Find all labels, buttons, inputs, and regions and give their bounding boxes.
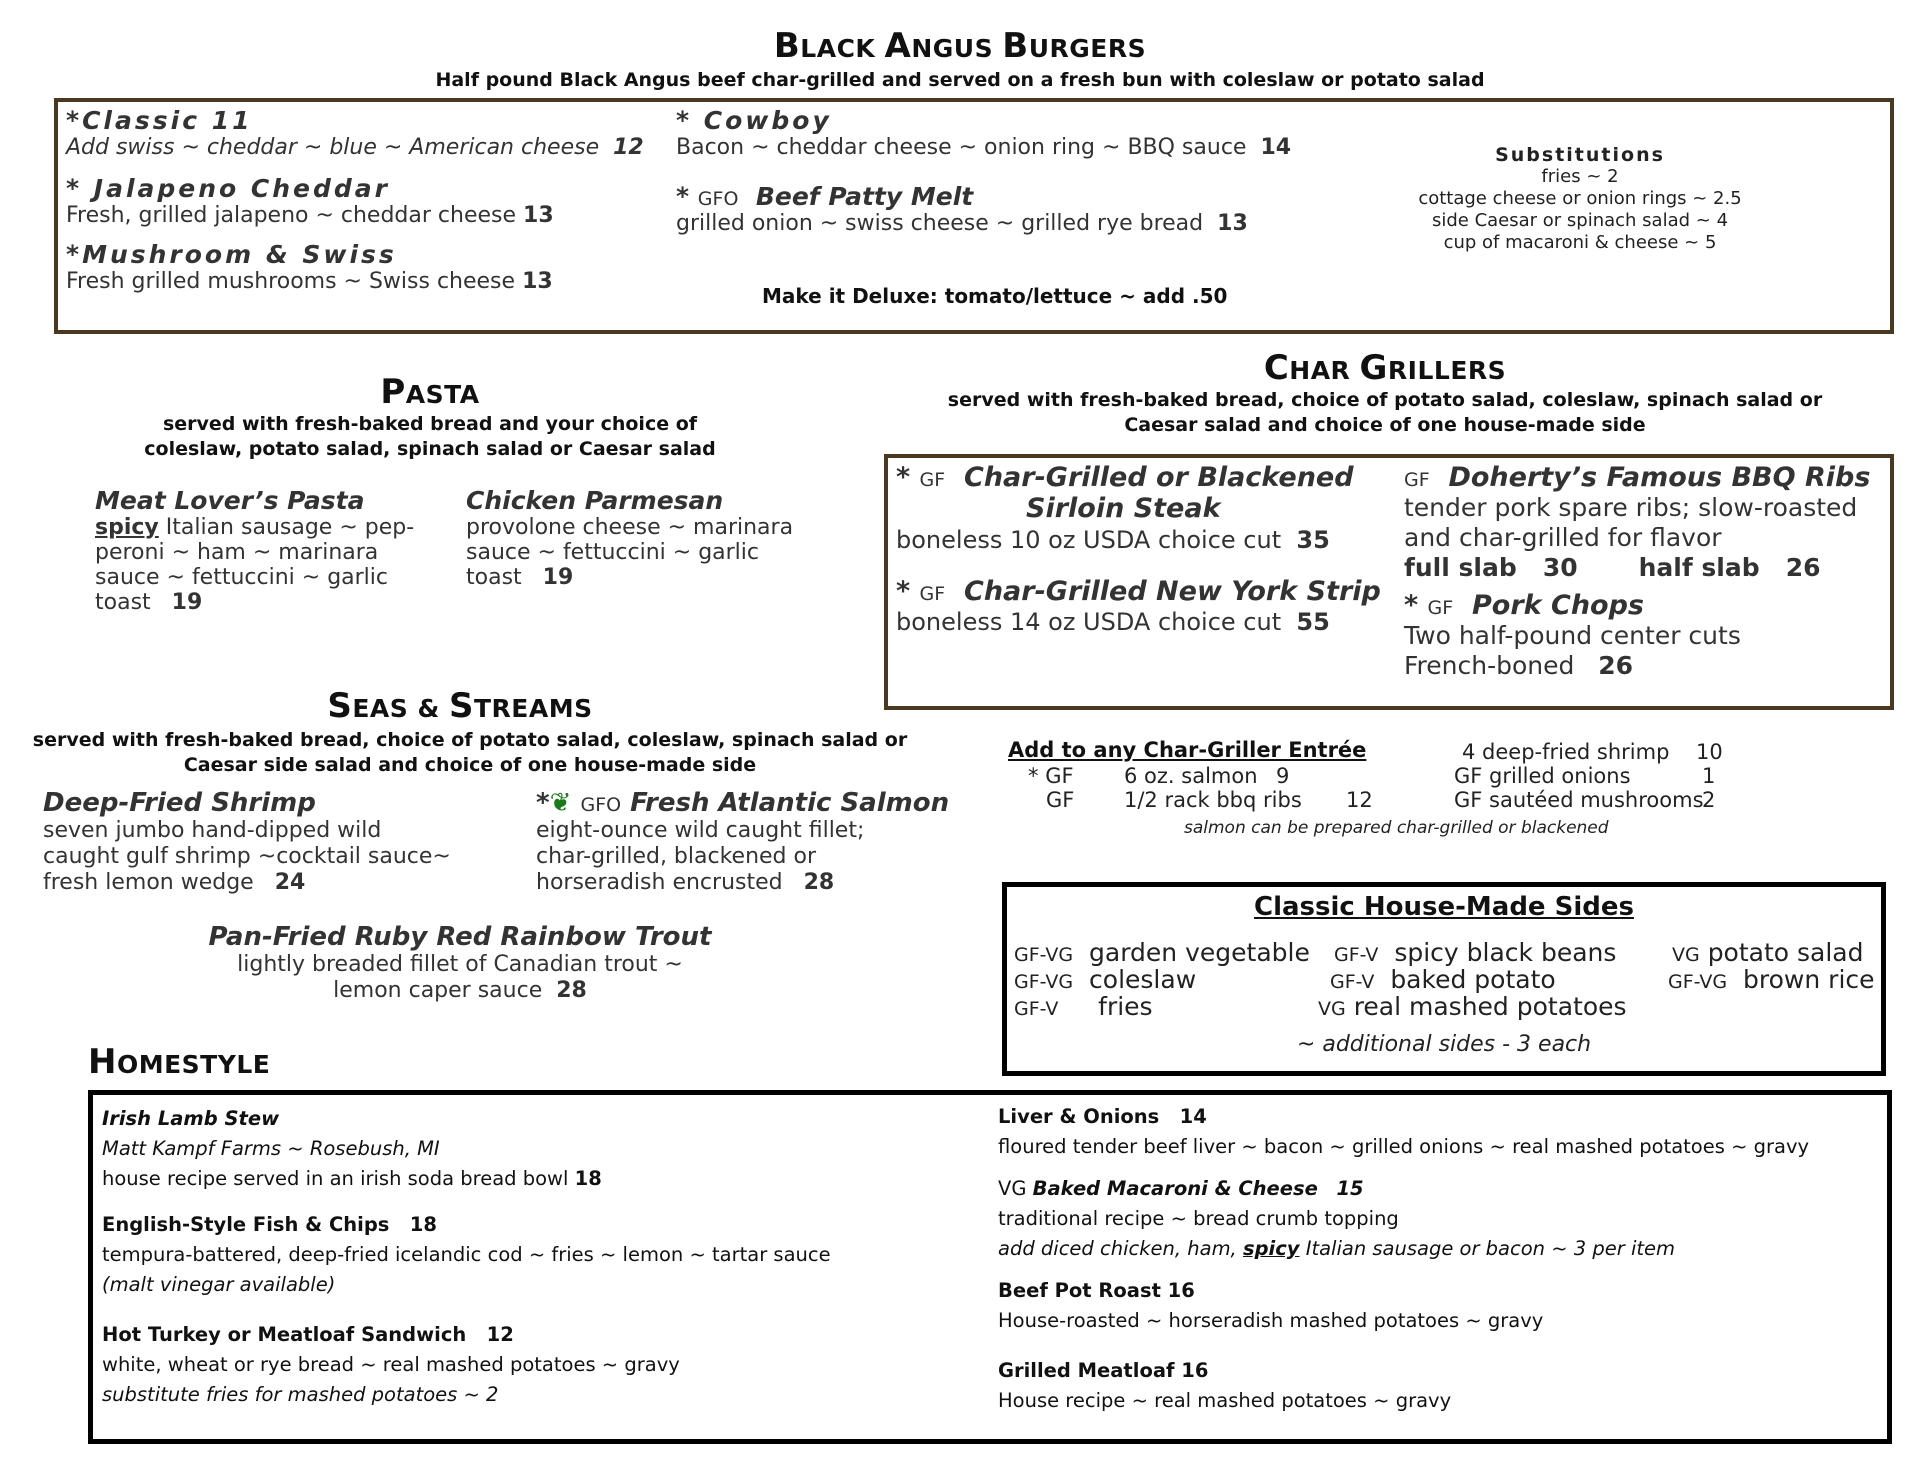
burgers-subtitle: Half pound Black Angus beef char-grilled and served on a fresh bun with coleslaw or potato salad xyxy=(435,69,1485,91)
addon-price: 12 xyxy=(1346,788,1373,812)
burgers-title: BLACK ANGUS BURGERS xyxy=(773,26,1147,66)
burger-name: * Cowboy xyxy=(676,106,832,135)
addon-row: GF xyxy=(1046,788,1075,812)
burger-price: 13 xyxy=(1217,211,1248,236)
burger-desc: Bacon ~ cheddar cheese ~ onion ring ~ BBQ sauce xyxy=(676,135,1247,160)
dish-name: Pork Chops xyxy=(1472,590,1644,621)
dish-price: 15 xyxy=(1336,1177,1364,1200)
burger-price: 13 xyxy=(523,203,554,228)
star-mark: * xyxy=(1404,590,1419,621)
addon-price: 10 xyxy=(1696,740,1723,764)
burger-classic xyxy=(66,106,644,161)
burger-name: *Classic 11 xyxy=(66,106,253,135)
dish-price: 30 xyxy=(1542,553,1578,582)
substitution-item: cup of macaroni & cheese ~ 5 xyxy=(1443,232,1717,253)
dish-price: 14 xyxy=(1179,1105,1207,1128)
seas-title: SEAS & STREAMS xyxy=(327,686,593,726)
side-item: GF-VG coleslaw xyxy=(1014,965,1197,994)
side-item: GF-VG garden vegetable xyxy=(1014,938,1310,967)
dietary-tag: GFO xyxy=(580,794,622,816)
burger-patty-melt xyxy=(676,182,1248,237)
addons-note: salmon can be prepared char-grilled or blackened xyxy=(1184,818,1609,838)
burger-name: Beef Patty Melt xyxy=(755,182,974,211)
dish-name: Grilled Meatloaf 16 xyxy=(998,1359,1209,1382)
pasta-subtitle: served with fresh-baked bread and your choice of coleslaw, potato salad, spinach salad or Caesar salad xyxy=(144,413,716,460)
dish-price: 24 xyxy=(274,870,306,895)
dish-price: 19 xyxy=(171,590,203,615)
substitutions-title: Substitutions xyxy=(1495,144,1665,166)
star-mark: * xyxy=(536,788,550,818)
burger-desc: grilled onion ~ swiss cheese ~ grilled rye bread xyxy=(676,211,1204,236)
addon-price: 9 xyxy=(1276,764,1290,788)
sides-note: ~ additional sides - 3 each xyxy=(1296,1032,1592,1057)
dish-name: Chicken Parmesan xyxy=(466,486,724,515)
dish-name: Beef Pot Roast 16 xyxy=(998,1279,1195,1302)
addon-item: 4 deep-fried shrimp xyxy=(1462,740,1670,764)
side-item: GF-VG brown rice xyxy=(1668,965,1875,994)
side-item: VG potato salad xyxy=(1672,938,1864,967)
substitution-item: fries ~ 2 xyxy=(1541,166,1619,187)
addon-price: 1 xyxy=(1702,764,1716,788)
burger-name: * Jalapeno Cheddar xyxy=(66,174,391,203)
homestyle-title: HOMESTYLE xyxy=(88,1042,271,1082)
dish-name: Hot Turkey or Meatloaf Sandwich xyxy=(102,1323,467,1346)
addon-item: GF grilled onions xyxy=(1454,764,1631,788)
char-subtitle: served with fresh-baked bread, choice of potato salad, coleslaw, spinach salad or Caesar salad and choice of one house-made side xyxy=(947,389,1823,436)
dish-price: 18 xyxy=(409,1213,437,1236)
spicy-label: spicy xyxy=(1242,1237,1300,1260)
dish-price: 18 xyxy=(574,1167,602,1190)
burger-jalapeno xyxy=(66,174,554,229)
dish-name: Char-Grilled New York Strip xyxy=(964,576,1381,607)
dish-name: English-Style Fish & Chips xyxy=(102,1213,390,1236)
dietary-tag: GF xyxy=(919,583,946,605)
side-item: GF-V fries xyxy=(1014,992,1153,1021)
char-ny-strip: * GF Char-Grilled New York Strip boneless 14 oz USDA choice cut 55 xyxy=(896,576,1381,636)
addon-item: 1/2 rack bbq ribs xyxy=(1124,788,1302,812)
spicy-label: spicy xyxy=(95,515,159,540)
pasta-meat-lovers: Meat Lover’s Pasta spicy Italian sausage ~ pep- peroni ~ ham ~ marinara sauce ~ fettuccini ~ garlic toast 19 xyxy=(95,486,415,615)
dish-name-cont: Sirloin Steak xyxy=(1026,493,1221,524)
burger-mushroom xyxy=(66,240,553,295)
dish-name: Pan-Fried Ruby Red Rainbow Trout xyxy=(208,922,712,952)
dietary-tag: GF xyxy=(1427,597,1454,619)
addon-row: * GF xyxy=(1028,764,1074,788)
dish-price: 28 xyxy=(556,978,587,1003)
dish-name: Fresh Atlantic Salmon xyxy=(630,788,950,818)
char-title: CHAR GRILLERS xyxy=(1263,348,1507,388)
dish-price: 28 xyxy=(803,870,835,895)
dish-name: Char-Grilled or Blackened xyxy=(964,462,1354,493)
star-mark: * xyxy=(896,576,911,607)
dish-price: 19 xyxy=(542,565,574,590)
side-item: GF-V spicy black beans xyxy=(1334,938,1617,967)
seas-shrimp: Deep-Fried Shrimp seven jumbo hand-dipped wild caught gulf shrimp ~cocktail sauce~ fresh lemon wedge 24 xyxy=(43,788,451,895)
dish-name: Doherty’s Famous BBQ Ribs xyxy=(1448,462,1871,493)
dish-price: 26 xyxy=(1785,553,1821,582)
dish-name: Meat Lover’s Pasta xyxy=(95,486,365,515)
dish-price: 55 xyxy=(1296,608,1330,636)
homestyle-left: Irish Lamb Stew Matt Kampf Farms ~ Rosebush, MI house recipe served in an irish soda bread bowl 18 English-Style Fish & Chips 18 tempura-battered, deep-fried icelandic cod ~ fries ~ lemon ~ tartar sauce (malt vinegar available) Hot Turkey or Meatloaf Sandwich 12 white, wheat or rye bread ~ real mashed potatoes ~ gravy substitute fries for mashed potatoes ~ 2 xyxy=(102,1104,982,1410)
seas-subtitle: served with fresh-baked bread, choice of potato salad, coleslaw, spinach salad or Caesar side salad and choice of one house-made side xyxy=(32,729,908,776)
star-mark: * xyxy=(896,462,911,493)
seas-trout: Pan-Fried Ruby Red Rainbow Trout lightly breaded fillet of Canadian trout ~ lemon caper sauce 28 xyxy=(160,922,760,1004)
burger-price: 12 xyxy=(613,135,644,160)
dietary-tag: GFO xyxy=(697,188,739,210)
pasta-title: PASTA xyxy=(380,372,480,412)
leaf-icon: ❦ xyxy=(549,788,572,818)
dish-price: 12 xyxy=(486,1323,514,1346)
char-pork-chops: * GF Pork Chops Two half-pound center cuts French-boned 26 xyxy=(1404,590,1741,680)
burger-desc: Fresh grilled mushrooms ~ Swiss cheese xyxy=(66,269,516,294)
burger-price: 14 xyxy=(1260,135,1292,160)
addon-item: GF sautéed mushrooms xyxy=(1454,788,1704,812)
deluxe-note: Make it Deluxe: tomato/lettuce ~ add .50 xyxy=(762,284,1228,308)
side-item: GF-V baked potato xyxy=(1330,965,1556,994)
substitutions xyxy=(1380,144,1780,254)
dish-name: Deep-Fried Shrimp xyxy=(43,788,316,818)
dish-name: Liver & Onions xyxy=(998,1105,1160,1128)
seas-salmon: *❦ GFO Fresh Atlantic Salmon eight-ounce wild caught fillet; char-grilled, blackened or horseradish encrusted 28 xyxy=(536,788,950,895)
dietary-tag: VG xyxy=(998,1177,1027,1200)
pasta-chicken-parmesan: Chicken Parmesan provolone cheese ~ marinara sauce ~ fettuccini ~ garlic toast 19 xyxy=(466,486,794,590)
substitution-item: cottage cheese or onion rings ~ 2.5 xyxy=(1418,188,1742,209)
dish-price: 26 xyxy=(1598,651,1634,680)
dietary-tag: GF xyxy=(919,469,946,491)
addon-price: 2 xyxy=(1702,788,1716,812)
burger-desc: Add swiss ~ cheddar ~ blue ~ American cheese xyxy=(66,135,600,160)
sides-title: Classic House-Made Sides xyxy=(1254,892,1634,922)
burger-name: *Mushroom & Swiss xyxy=(66,240,397,269)
side-item: VG real mashed potatoes xyxy=(1318,992,1627,1021)
burger-desc: Fresh, grilled jalapeno ~ cheddar cheese xyxy=(66,203,517,228)
char-ribs: GF Doherty’s Famous BBQ Ribs tender pork spare ribs; slow-roasted and char-grilled for flavor full slab 30 half slab 26 xyxy=(1404,462,1871,582)
addon-item: 6 oz. salmon xyxy=(1124,764,1258,788)
dish-price: 35 xyxy=(1296,526,1330,554)
addons-title: Add to any Char-Griller Entrée xyxy=(1008,738,1367,762)
substitution-item: side Caesar or spinach salad ~ 4 xyxy=(1431,210,1729,231)
star-mark: * xyxy=(676,182,690,211)
dish-name: Baked Macaroni & Cheese xyxy=(1032,1177,1318,1200)
burger-price: 13 xyxy=(522,269,553,294)
homestyle-right: Liver & Onions 14 floured tender beef liver ~ bacon ~ grilled onions ~ real mashed potatoes ~ gravy VG Baked Macaroni & Cheese 15 traditional recipe ~ bread crumb topping add diced chicken, ham, spicy Italian sausage or bacon ~ 3 per item Beef Pot Roast 16 House-roasted ~ horseradish mashed potatoes ~ gravy Grilled Meatloaf 16 House recipe ~ real mashed potatoes ~ gravy xyxy=(998,1102,1878,1416)
burger-cowboy xyxy=(676,106,1291,161)
char-sirloin: * GF Char-Grilled or Blackened Sirloin Steak boneless 10 oz USDA choice cut 35 xyxy=(896,462,1354,554)
dish-name: Irish Lamb Stew xyxy=(102,1107,280,1130)
dietary-tag: GF xyxy=(1404,469,1430,491)
